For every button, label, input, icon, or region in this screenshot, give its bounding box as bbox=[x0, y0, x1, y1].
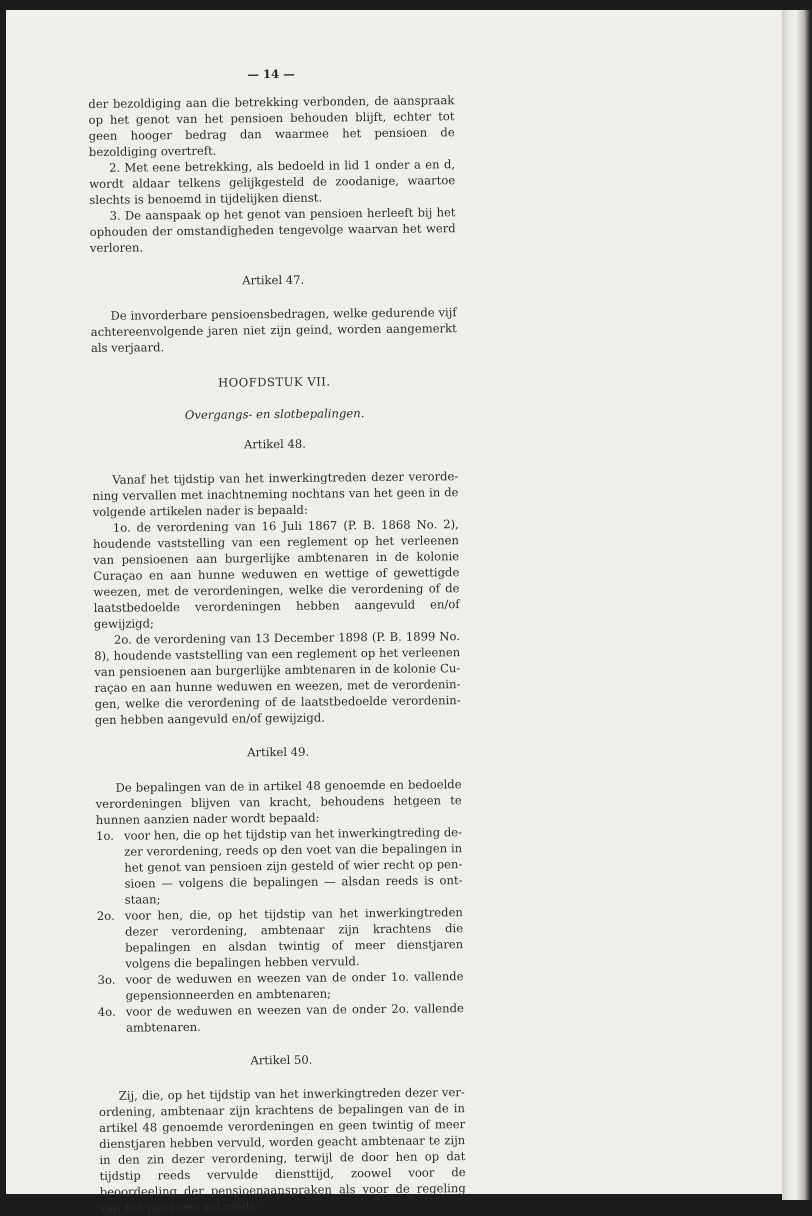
page-edge bbox=[782, 10, 812, 1200]
list-number: 2o. bbox=[96, 908, 115, 923]
paragraph: 1o. de verordening van 16 Juli 1867 (P. B. 1868 No. 2), houdende vaststelling van een reglement op het verleenen van pensioenen aan burgerlijke ambtenaren in de kolonie Curaçao en aan hunne weduwen en wettige of gewettigde weezen, met de verordeningen, welke die verordening of de laatstbedoelde verordeningen hebben aangevuld en/of gewijzigd; bbox=[92, 517, 460, 631]
article-47-heading: Artikel 47. bbox=[242, 272, 305, 288]
list-item bbox=[96, 824, 463, 908]
list-number: 4o. bbox=[97, 1004, 116, 1019]
page-content bbox=[88, 64, 466, 1216]
list-text: voor de weduwen en weezen van de onder 2o. vallende ambtenaren. bbox=[125, 1001, 464, 1035]
list-text: voor de weduwen en weezen van de onder 1o. vallende gepensionneerden en ambtenaren; bbox=[125, 969, 464, 1003]
chapter-subtitle: Overgangs- en slotbepalingen. bbox=[184, 406, 365, 423]
paragraph: der bezoldiging aan die betrekking verbonden, de aanspraak op het genot van het pensioen behouden blijft, echter tot geen hooger bedrag dan waarmee het pensioen de bezoldiging overtreft. bbox=[88, 93, 455, 159]
list-text: voor hen, die op het tijdstip van het inwerkingtreding dezer verordening, reeds op den voet van die bepalingen in het genot van pensioen zijn gesteld of wier recht op pensioen — volgens die bepalingen — alsdan reeds is ontstaan; bbox=[123, 825, 463, 907]
list-text: voor hen, die, op het tijdstip van het inwerkingtreden dezer verordening, ambtenaar zijn krachtens die bepalingen en alsdan twintig of meer dienstjaren volgens die bepalingen hebben vervuld. bbox=[124, 905, 464, 971]
list-number: 3o. bbox=[97, 972, 116, 987]
article-50-text: Zij, die, op het tijdstip van het inwerkingtreden dezer verordening, ambtenaar zijn krachtens de bepalingen van de in artikel 48 genoemde verordeningen en geen twintig of meer dienstjaren hebben vervuld, worden geacht ambtenaar te zijn in den zin dezer verordening, terwijl de door hen op dat tijdstip reeds vervulde diensttijd, zoowel voor de beoordeeling der pensioenaanspraken als voor de regeling van het pensioen zal mede- bbox=[98, 1085, 466, 1215]
article-49-heading: Artikel 49. bbox=[247, 744, 310, 760]
list-number: 1o. bbox=[95, 828, 114, 843]
article-48-heading: Artikel 48. bbox=[243, 436, 307, 452]
page-number: — 14 — bbox=[247, 66, 295, 82]
paragraph: 2o. de verordening van 13 December 1898 (P. B. 1899 No. 8), houdende vaststelling van een reglement op het verleenen van pensioenen aan burgerlijke ambtenaren in de kolonie Curaçao en aan hunne weduwen en weezen, met de verordeningen, welke die verordening of de laatstbedoelde verordeningen hebben aangevuld en/of gewijzigd. bbox=[94, 629, 461, 727]
article-50-heading: Artikel 50. bbox=[250, 1052, 313, 1068]
list-item bbox=[97, 904, 464, 972]
chapter-title: HOOFDSTUK VII. bbox=[217, 374, 331, 390]
list-item bbox=[97, 968, 463, 1004]
paragraph: 3. De aanspaak op het genot van pensioen herleeft bij het ophouden der omstandigheden tengevolge waarvan het werd verloren. bbox=[89, 205, 456, 255]
article-47-text: De invorderbare pensioensbedragen, welke gedurende vijf achtereenvolgende jaren niet zijn geind, worden aangemerkt als verjaard. bbox=[90, 305, 457, 355]
article-49-intro: De bepalingen van de in artikel 48 genoemde en bedoelde verordeningen blijven van kracht, behoudens hetgeen te hunnen aanzien nader wordt bepaald: bbox=[95, 777, 462, 827]
paragraph: 2. Met eene betrekking, als bedoeld in lid 1 onder a en d, wordt aldaar telkens gelijkgesteld de zoodanige, waartoe slechts is benoemd in tijdelijken dienst. bbox=[89, 157, 456, 207]
list-item bbox=[98, 1000, 464, 1036]
paragraph: Vanaf het tijdstip van het inwerkingtreden dezer verordening vervallen met inachtneming nochtans van het geen in de volgende artikelen nader is bepaald: bbox=[92, 469, 459, 519]
